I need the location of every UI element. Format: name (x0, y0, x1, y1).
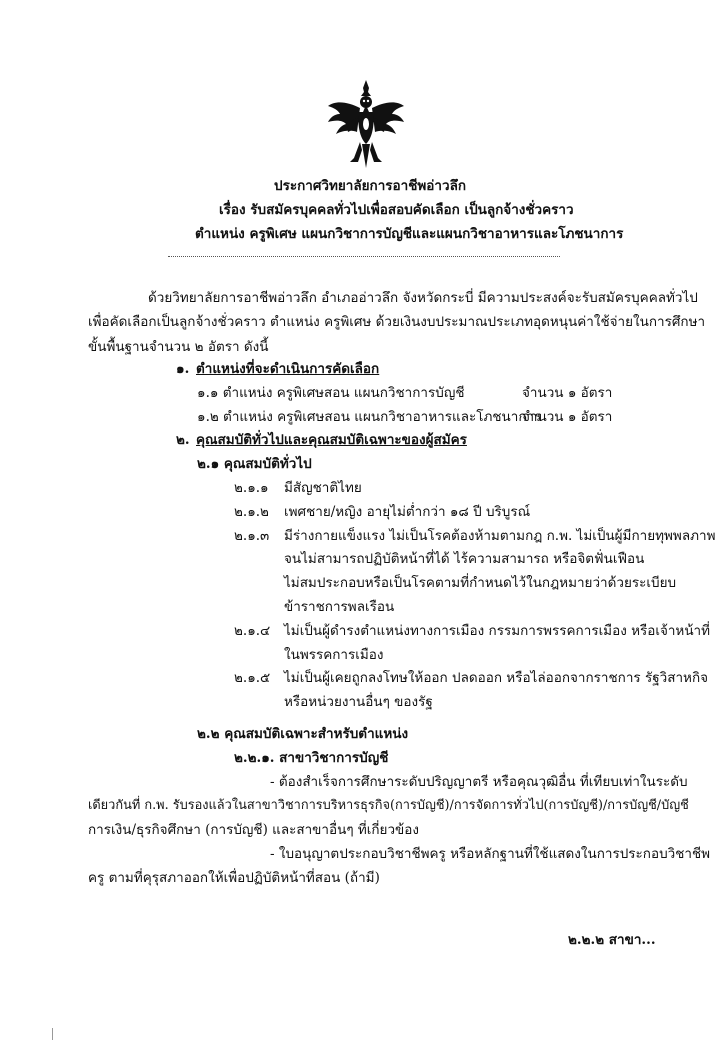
position-item-2-count: จำนวน ๑ อัตรา (522, 409, 613, 425)
qualification-number: ๒.๑.๕ (234, 670, 271, 686)
qualification-text: เพศชาย/หญิง อายุไม่ต่ำกว่า ๑๘ ปี บริบูรณ์ (284, 504, 531, 520)
intro-line-3: ขั้นพื้นฐานจำนวน ๒ อัตรา ดังนี้ (88, 339, 269, 355)
position-item-1: ๑.๑ ตำแหน่ง ครูพิเศษสอน แผนกวิชาการบัญชี (197, 385, 465, 401)
position-item-1-count: จำนวน ๑ อัตรา (522, 385, 613, 401)
qualification-text: ไม่สมประกอบหรือเป็นโรคตามที่กำหนดไว้ในกฎหมายว่าด้วยระเบียบ (284, 575, 677, 591)
section-1-title: ตำแหน่งที่จะดำเนินการคัดเลือก (196, 361, 380, 377)
scan-edge-mark (52, 1028, 53, 1040)
specific-qualifications-heading: ๒.๒ คุณสมบัติเฉพาะสำหรับตำแหน่ง (197, 726, 409, 742)
qualification-number: ๒.๑.๒ (234, 504, 269, 520)
qualification-text: จนไม่สามารถปฏิบัติหน้าที่ได้ ไร้ความสามารถ หรือจิตฟั่นเฟือน (284, 551, 645, 567)
announcement-position: ตำแหน่ง ครูพิเศษ แผนกวิชาการบัญชีและแผนกวิชาอาหารและโภชนาการ (195, 226, 624, 242)
intro-line-2: เพื่อคัดเลือกเป็นลูกจ้างชั่วคราว ตำแหน่ง ครูพิเศษ ด้วยเงินงบประมาณประเภทอุดหนุนค่าใช้จ่ายในการศึกษา (88, 314, 706, 330)
requirement-degree-line-3: การเงิน/ธุรกิจศึกษา (การบัญชี) และสาขาอื่นๆ ที่เกี่ยวข้อง (88, 822, 419, 838)
page-continuation: ๒.๒.๒ สาขา... (568, 932, 656, 948)
qualification-number: ๒.๑.๓ (234, 528, 270, 544)
announcement-subject: เรื่อง รับสมัครบุคคลทั่วไปเพื่อสอบคัดเลือก เป็นลูกจ้างชั่วคราว (219, 202, 574, 218)
requirement-degree-line-2: เดียวกันที่ ก.พ. รับรองแล้วในสาขาวิชาการบริหารธุรกิจ(การบัญชี)/การจัดการทั่วไป(การบัญชี)/การบัญชี/บัญชี (88, 798, 689, 813)
qualification-text: ในพรรคการเมือง (284, 647, 384, 663)
requirement-license-line-2: ครู ตามที่คุรุสภาออกให้เพื่อปฏิบัติหน้าที่สอน (ถ้ามี) (88, 870, 380, 886)
qualification-number: ๒.๑.๑ (234, 480, 269, 496)
qualification-text: ข้าราชการพลเรือน (284, 599, 395, 615)
qualification-text: หรือหน่วยงานอื่นๆ ของรัฐ (284, 694, 433, 710)
qualification-text: ไม่เป็นผู้เคยถูกลงโทษให้ออก ปลดออก หรือไล่ออกจากราชการ รัฐวิสาหกิจ (284, 670, 709, 686)
qualification-text: มีสัญชาติไทย (284, 480, 362, 496)
section-1-number: ๑. (176, 361, 190, 377)
qualification-number: ๒.๑.๔ (234, 623, 271, 639)
announcement-title: ประกาศวิทยาลัยการอาชีพอ่าวลึก (274, 178, 467, 194)
section-2-number: ๒. (176, 432, 190, 448)
position-item-2: ๑.๒ ตำแหน่ง ครูพิเศษสอน แผนกวิชาอาหารและโภชนาการ (197, 409, 542, 425)
header-divider (168, 256, 560, 257)
accounting-branch-heading: ๒.๒.๑. สาขาวิชาการบัญชี (234, 750, 389, 766)
garuda-emblem-icon (324, 78, 408, 170)
section-2-title: คุณสมบัติทั่วไปและคุณสมบัติเฉพาะของผู้สมัคร (196, 432, 467, 448)
intro-line-1: ด้วยวิทยาลัยการอาชีพอ่าวลึก อำเภออ่าวลึก จังหวัดกระบี่ มีความประสงค์จะรับสมัครบุคคลทั่วไป (148, 290, 698, 306)
requirement-license-line-1: - ใบอนุญาตประกอบวิชาชีพครู หรือหลักฐานที่ใช้แสดงในการประกอบวิชาชีพ (270, 846, 711, 862)
general-qualifications-heading: ๒.๑ คุณสมบัติทั่วไป (197, 456, 312, 472)
qualification-text: มีร่างกายแข็งแรง ไม่เป็นโรคต้องห้ามตามกฎ ก.พ. ไม่เป็นผู้มีกายทุพพลภาพ (284, 528, 716, 544)
qualification-text: ไม่เป็นผู้ดำรงตำแหน่งทางการเมือง กรรมการพรรคการเมือง หรือเจ้าหน้าที่ (284, 623, 711, 639)
requirement-degree-line-1: - ต้องสำเร็จการศึกษาระดับปริญญาตรี หรือคุณวุฒิอื่น ที่เทียบเท่าในระดับ (270, 774, 688, 790)
